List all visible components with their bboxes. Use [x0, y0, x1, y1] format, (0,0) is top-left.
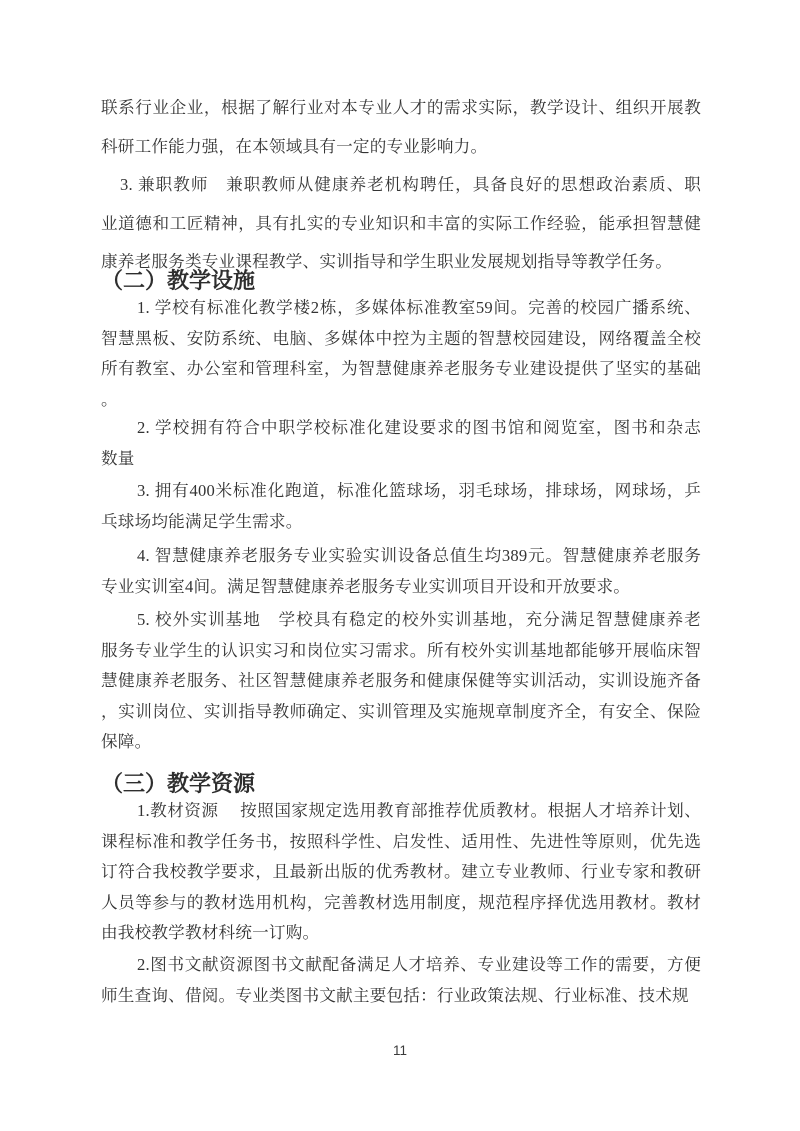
text-line: 人员等参与的教材选用机构，完善教材选用制度，规范程序择优选用教材。教材 — [101, 892, 701, 912]
text-line: 由我校教学教材科统一订购。 — [101, 923, 320, 942]
text-line: 服务专业学生的认识实习和岗位实习需求。所有校外实训基地都能够开展临床智 — [101, 640, 701, 660]
text-line: 3. 拥有400米标准化跑道，标准化篮球场，羽毛球场，排球场，网球场，乒 — [137, 481, 701, 500]
text-line: 3. 兼职教师 兼职教师从健康养老机构聘任，具备良好的思想政治素质、职 — [120, 175, 701, 194]
text-line: 师生查询、借阅。专业类图书文献主要包括：行业政策法规、行业标准、技术规 — [101, 985, 689, 1005]
text-line: 4. 智慧健康养老服务专业实验实训设备总值生均389元。智慧健康养老服务 — [137, 546, 701, 565]
text-line: 慧健康养老服务、社区智慧健康养老服务和健康保健等实训活动，实训设施齐备 — [101, 671, 701, 690]
text-line: ，实训岗位、实训指导教师确定、实训管理及实施规章制度齐全，有安全、保险 — [101, 701, 701, 721]
text-line: 所有教室、办公室和管理科室，为智慧健康养老服务专业建设提供了坚实的基础 — [101, 359, 701, 378]
text-line: 业道德和工匠精神，具有扎实的专业知识和丰富的实际工作经验，能承担智慧健 — [101, 213, 701, 233]
heading-teaching-facilities: （二）教学设施 — [101, 268, 256, 293]
heading-teaching-resources: （三）教学资源 — [101, 771, 256, 796]
para-resources-1 — [101, 796, 701, 949]
text-line: 1. 学校有标准化教学楼2栋，多媒体标准教室59间。完善的校园广播系统、 — [137, 298, 701, 317]
para-resources-2 — [101, 950, 701, 1011]
text-line: 智慧黑板、安防系统、电脑、多媒体中控为主题的智慧校园建设，网络覆盖全校 — [101, 328, 701, 348]
text-line: 5. 校外实训基地 学校具有稳定的校外实训基地，充分满足智慧健康养老 — [137, 610, 701, 629]
text-line: 康养老服务类专业课程教学、实训指导和学生职业发展规划指导等教学任务。 — [101, 252, 672, 271]
text-line: 2.图书文献资源图书文献配备满足人才培养、专业建设等工作的需要，方便 — [137, 955, 701, 974]
text-line: 课程标准和教学任务书，按照科学性、启发性、适用性、先进性等原则，优先选 — [101, 831, 701, 851]
text-line: 联系行业企业，根据了解行业对本专业人才的需求实际，教学设计、组织开展教 — [101, 98, 701, 117]
para-continued — [101, 89, 701, 166]
para-facilities-1 — [101, 293, 701, 415]
text-line: 保障。 — [101, 732, 152, 751]
para-facilities-2 — [101, 413, 701, 474]
text-line: 2. 学校拥有符合中职学校标准化建设要求的图书馆和阅览室，图书和杂志 — [137, 418, 701, 437]
para-facilities-3 — [101, 476, 701, 537]
text-line: 科研工作能力强，在本领域具有一定的专业影响力。 — [101, 136, 488, 156]
text-line: 1.教材资源 按照国家规定选用教育部推荐优质教材。根据人才培养计划、 — [137, 801, 701, 820]
page-number: 11 — [392, 1043, 407, 1058]
para-facilities-4 — [101, 541, 701, 602]
text-line: 。 — [101, 389, 118, 409]
text-line: 订符合我校教学要求，且最新出版的优秀教材。建立专业教师、行业专家和教研 — [101, 862, 701, 881]
text-line: 专业实训室4间。满足智慧健康养老服务专业实训项目开设和开放要求。 — [101, 576, 631, 596]
para-part-time-teachers — [101, 166, 701, 282]
text-line: 乓球场均能满足学生需求。 — [101, 511, 303, 531]
text-line: 数量 — [101, 448, 135, 468]
para-facilities-5 — [101, 605, 701, 758]
